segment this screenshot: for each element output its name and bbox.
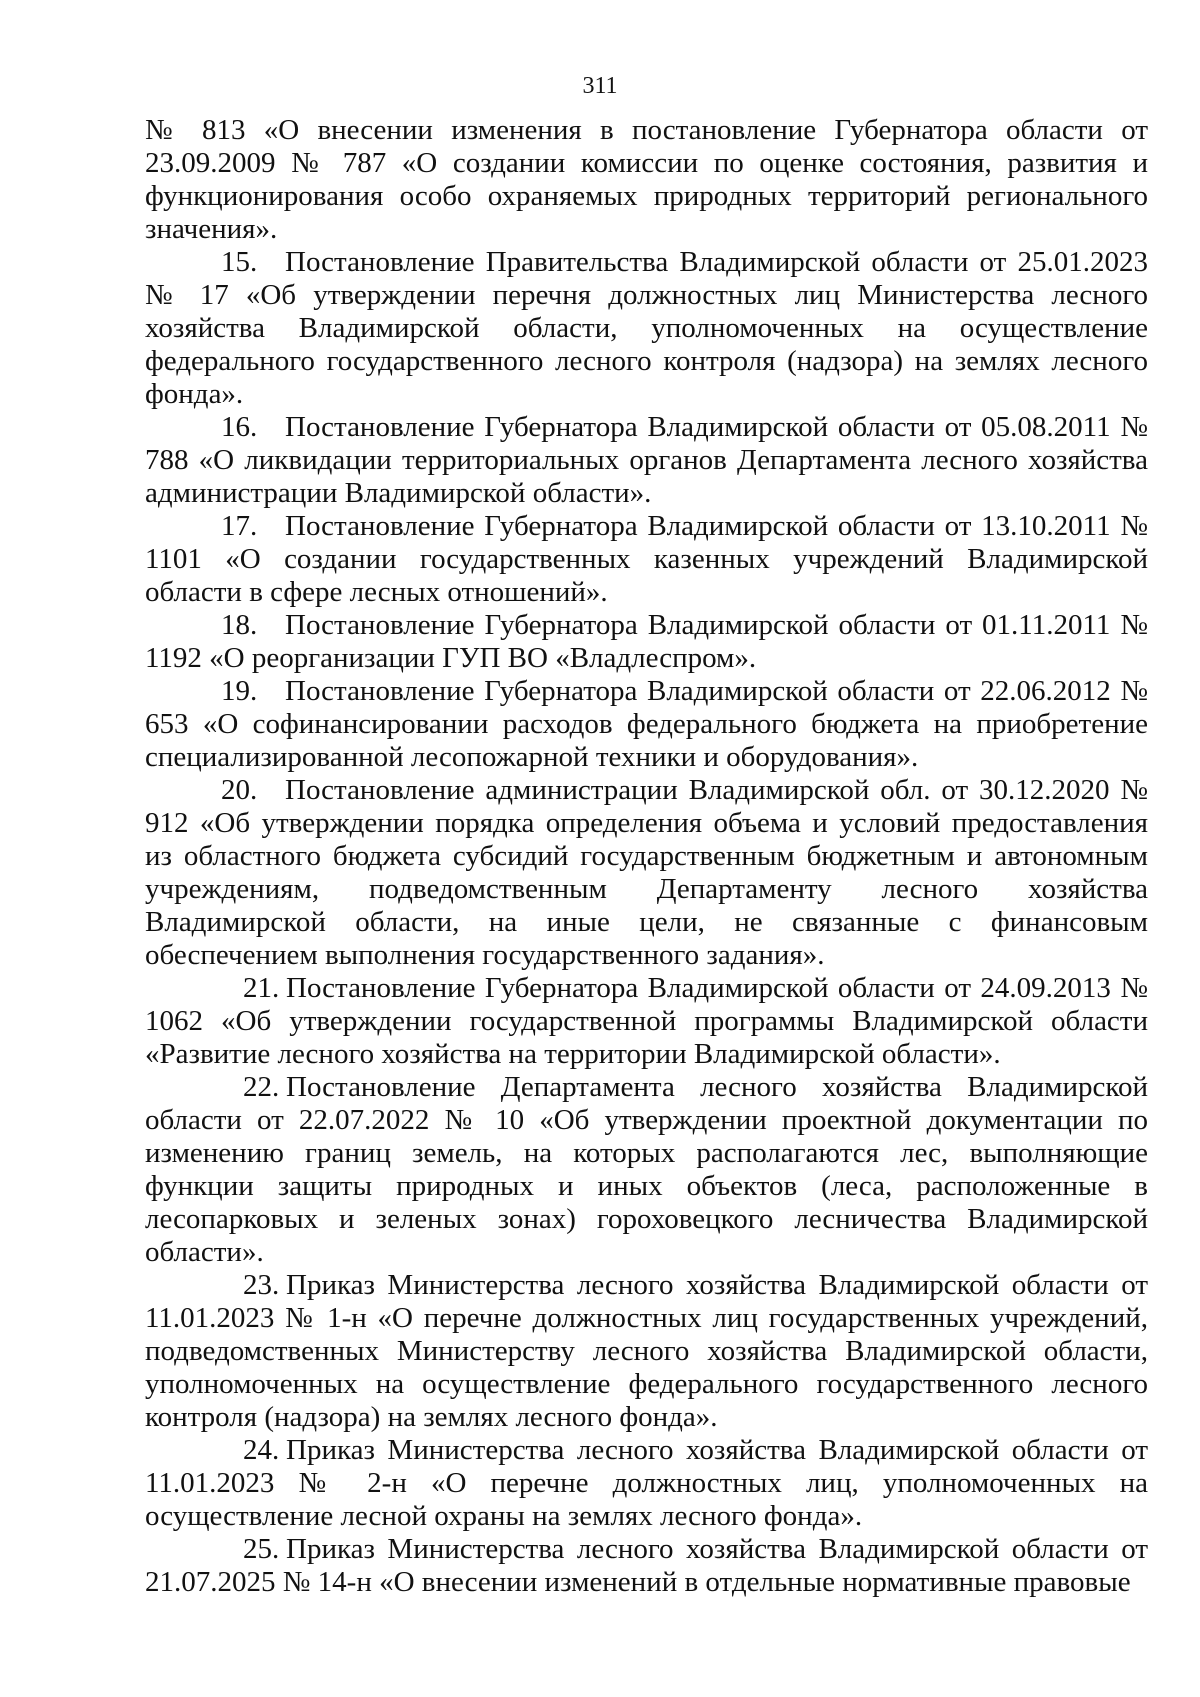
list-item-text: Постановление Департамента лесного хозяйства Владимирской области от 22.07.2022 № 10 «Об утверждении проектной документации по изменению границ земель, на которых располагаются лес, выполняющие функции защиты природных и иных объектов (леса, расположенные в лесопарковых и зеленых зонах) гороховецкого лесничества Владимирской области». (145, 1071, 1148, 1268)
list-item-number: 17. (221, 510, 258, 542)
list-item-number: 16. (221, 411, 258, 443)
list-item-number: 19. (221, 675, 258, 707)
list-item-text: Постановление Губернатора Владимирской области от 22.06.2012 № 653 «О софинансировании расходов федерального бюджета на приобретение специализированной лесопожарной техники и оборудования». (145, 675, 1148, 773)
list-item-text: Постановление Губернатора Владимирской области от 01.11.2011 № 1192 «О реорганизации ГУП ВО «Владлеспром». (145, 609, 1148, 674)
list-item-15 (145, 246, 1148, 411)
list-item-18 (145, 609, 1148, 675)
list-item-text: Приказ Министерства лесного хозяйства Владимирской области от 21.07.2025 № 14-н «О внесении изменений в отдельные нормативные правовые (145, 1533, 1148, 1598)
list-item-24 (145, 1434, 1148, 1533)
page-number: 311 (582, 73, 618, 99)
list-item-number: 20. (221, 774, 258, 806)
list-item-number: 18. (221, 609, 258, 641)
list-item-text: Постановление Правительства Владимирской области от 25.01.2023 № 17 «Об утверждении перечня должностных лиц Министерства лесного хозяйства Владимирской области, уполномоченных на осуществление федерального государственного лесного контроля (надзора) на землях лесного фонда». (145, 246, 1148, 410)
paragraph-text: № 813 «О внесении изменения в постановление Губернатора области от 23.09.2009 № 787 «О создании комиссии по оценке состояния, развития и функционирования особо охраняемых природных территорий регионального значения». (145, 114, 1148, 245)
list-item-16 (145, 411, 1148, 510)
list-item-17 (145, 510, 1148, 609)
list-item-text: Приказ Министерства лесного хозяйства Владимирской области от 11.01.2023 № 2-н «О перечне должностных лиц, уполномоченных на осуществление лесной охраны на землях лесного фонда». (145, 1434, 1148, 1532)
list-item-number: 24. (243, 1434, 280, 1466)
list-item-number: 23. (243, 1269, 280, 1301)
document-body (145, 114, 1148, 1599)
list-item-21 (145, 972, 1148, 1071)
list-item-number: 21. (243, 972, 280, 1004)
list-item-text: Постановление Губернатора Владимирской области от 05.08.2011 № 788 «О ликвидации территориальных органов Департамента лесного хозяйства администрации Владимирской области». (145, 411, 1148, 509)
list-item-19 (145, 675, 1148, 774)
list-item-text: Постановление Губернатора Владимирской области от 24.09.2013 № 1062 «Об утверждении государственной программы Владимирской области «Развитие лесного хозяйства на территории Владимирской области». (145, 972, 1148, 1070)
list-item-text: Приказ Министерства лесного хозяйства Владимирской области от 11.01.2023 № 1-н «О перечне должностных лиц государственных учреждений, подведомственных Министерству лесного хозяйства Владимирской области, уполномоченных на осуществление федерального государственного лесного контроля (надзора) на землях лесного фонда». (145, 1269, 1148, 1433)
list-item-number: 15. (221, 246, 258, 278)
list-item-number: 25. (243, 1533, 280, 1565)
list-item-text: Постановление администрации Владимирской обл. от 30.12.2020 № 912 «Об утверждении порядка определения объема и условий предоставления из областного бюджета субсидий государственным бюджетным и автономным учреждениям, подведомственным Департаменту лесного хозяйства Владимирской области, на иные цели, не связанные с финансовым обеспечением выполнения государственного задания». (145, 774, 1148, 971)
list-item-text: Постановление Губернатора Владимирской области от 13.10.2011 № 1101 «О создании государственных казенных учреждений Владимирской области в сфере лесных отношений». (145, 510, 1148, 608)
list-item-20 (145, 774, 1148, 972)
list-item-number: 22. (243, 1071, 280, 1103)
list-item-22 (145, 1071, 1148, 1269)
paragraph-continuation (145, 114, 1148, 246)
list-item-23 (145, 1269, 1148, 1434)
list-item-25 (145, 1533, 1148, 1599)
